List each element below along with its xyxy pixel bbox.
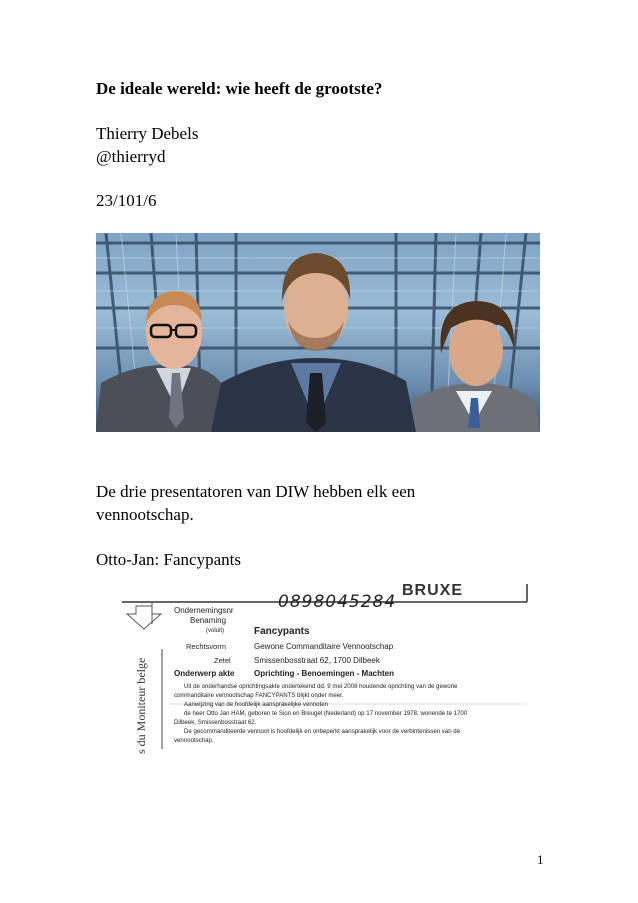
scan-value: Gewone Commanditaire Vennootschap [254,642,394,651]
company-name: Fancypants [254,626,310,637]
caption-line-2: vennootschap. [96,505,194,524]
scan-body-line: vennootschap. [174,737,214,744]
page-number: 1 [537,852,544,867]
scanned-document-excerpt [122,584,534,754]
scan-label: Onderwerp akte [174,669,235,678]
scan-label: Benaming [190,616,227,625]
scan-body-line: Dilbeek, Smissenbosstraat 62. [174,719,257,726]
scan-body-line: commanditaire vennootschap FANCYPANTS blijkt onder meer. [174,692,344,699]
scan-label: Zetel [214,656,231,665]
scan-side-text: s du Moniteur belge [134,657,148,754]
scan-value: Oprichting - Benoemingen - Machten [254,669,395,678]
document-title: De ideale wereld: wie heeft de grootste? [96,79,383,98]
scan-value: Smissenbosstraat 62, 1700 Dilbeek [254,656,380,665]
scan-body-line: Uit de onderhandse oprichtingsakte ondertekend dd. 9 mei 2008 houdende oprichting van de gewone [184,683,458,690]
handwritten-number: 0898045284 [278,592,397,612]
section-subheading: Otto-Jan: Fancypants [96,550,241,569]
author-handle: @thierryd [96,147,166,166]
scan-label: Ondernemingsnr [174,606,234,615]
scan-header-stamp: BRUXE [402,584,464,599]
scan-label: (voluit) [206,628,225,634]
scan-body-line: Aanwijzing van de hoofdelijk aansprakelijke vennoten [184,701,328,708]
scan-body-line: de heer Otto Jan HAM, geboren te Sion en Breugel (Nederland) op 17 november 1978, wonende te 1700 [184,710,468,717]
author-name: Thierry Debels [96,124,199,143]
scan-label: Rechtsvorm [186,642,227,651]
presenters-photo [96,233,540,432]
caption-line-1: De drie presentatoren van DIW hebben elk een [96,482,416,501]
document-date: 23/101/6 [96,191,157,210]
scan-body-line: De gecommanditeerde vennoot is hoofdelijk en onbeperkt aansprakelijk voor de verbintenissen van de [184,728,461,735]
